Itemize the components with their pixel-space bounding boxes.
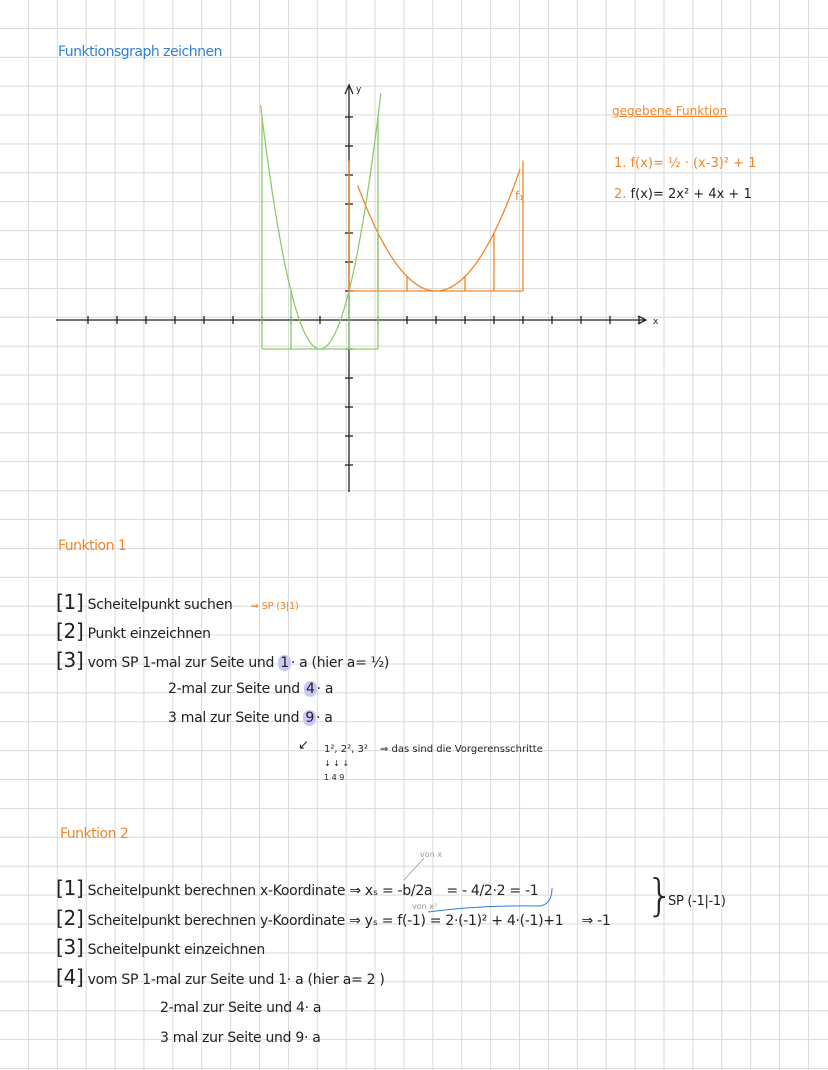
annotation-von-x: von x	[420, 850, 442, 859]
step-text: Scheitelpunkt berechnen x-Koordinate ⇒ xₛ = -b/2a	[87, 883, 433, 899]
step-result: ⇒ SP (3|1)	[250, 601, 299, 612]
step-text: 2-mal zur Seite und	[168, 681, 300, 697]
function-1-step-3: [3] vom SP 1-mal zur Seite und 1 · a (hier a= ½)	[56, 648, 390, 672]
page-title: Funktionsgraph zeichnen	[58, 44, 222, 60]
given-f1-expression: f(x)= ½ · (x-3)² + 1	[630, 156, 757, 171]
function-2-step-4-line-3: 3 mal zur Seite und 9· a	[160, 1030, 321, 1046]
given-f1-number: 1.	[614, 156, 627, 171]
note-arrow-icon: ↙	[298, 738, 309, 753]
x-axis-label: x	[653, 317, 659, 327]
y-axis-label: y	[356, 85, 362, 95]
step-number: 4	[63, 965, 76, 989]
step-text-tail: · a	[316, 681, 334, 697]
step-number: 3	[63, 648, 76, 672]
function-1-step-3-line-2	[168, 681, 333, 697]
step-number: 1	[63, 876, 76, 900]
note-powers: 1², 2², 3²	[324, 744, 368, 755]
highlight-1: 1	[280, 655, 289, 671]
note-down-arrows: ↓ ↓ ↓	[324, 759, 350, 768]
curve-f2	[261, 93, 381, 349]
function-2-step-4-line-2: 2-mal zur Seite und 4· a	[160, 1000, 322, 1016]
function-1-step-1: [1] Scheitelpunkt suchen ⇒ SP (3|1)	[56, 590, 299, 614]
step-text: Scheitelpunkt einzeichnen	[87, 942, 265, 958]
function-1-step-3-line-3	[168, 710, 333, 726]
step-text-tail: · a (hier a= ½)	[290, 655, 390, 671]
note-text: ⇒ das sind die Vorgerensschritte	[380, 744, 543, 755]
function-2-step-3: [3] Scheitelpunkt einzeichnen	[56, 935, 265, 959]
function-2-heading: Funktion 2	[60, 826, 129, 842]
step-result: ⇒ -1	[581, 913, 611, 929]
step-number: 3	[63, 935, 76, 959]
function-2-step-2: [2] Scheitelpunkt berechnen y-Koordinate ⇒ yₛ = f(-1) = 2·(-1)² + 4·(-1)+1 ⇒ -1	[56, 906, 611, 930]
curve-f1	[358, 169, 520, 291]
function-1-heading: Funktion 1	[58, 538, 127, 554]
step-calculation: = - 4/2·2 = -1	[446, 883, 539, 899]
vertex-result: SP (-1|-1)	[668, 894, 726, 909]
step-text: 3 mal zur Seite und	[168, 710, 300, 726]
coordinate-axes	[56, 85, 646, 492]
step-number: 2	[63, 619, 76, 643]
function-graph	[0, 0, 828, 520]
highlight-4: 4	[305, 681, 315, 697]
step-number: 1	[63, 590, 76, 614]
step-text: Scheitelpunkt suchen	[87, 597, 233, 613]
step-text: Punkt einzeichnen	[87, 626, 211, 642]
highlight-9: 9	[305, 710, 314, 726]
function-2-step-4: [4] vom SP 1-mal zur Seite und 1· a (hier a= 2 )	[56, 965, 385, 989]
step-text-tail: · a	[315, 710, 333, 726]
curve-label-f1: f₁	[515, 189, 525, 203]
step-text: Scheitelpunkt berechnen y-Koordinate ⇒ yₛ = f(-1) = 2·(-1)² + 4·(-1)+1	[87, 913, 564, 929]
annotation-von-x-squared: von x²	[412, 902, 438, 911]
given-f2-expression: f(x)= 2x² + 4x + 1	[630, 187, 752, 202]
step-number: 2	[63, 906, 76, 930]
given-f2-number: 2.	[614, 187, 627, 202]
given-function-1	[614, 156, 756, 171]
step-text: vom SP 1-mal zur Seite und 1· a (hier a= 2 )	[87, 972, 385, 988]
curly-brace-icon: }	[646, 870, 674, 921]
given-function-title: gegebene Funktion	[612, 104, 728, 118]
given-function-2	[614, 187, 752, 202]
function-1-step-2: [2] Punkt einzeichnen	[56, 619, 211, 643]
step-text: vom SP 1-mal zur Seite und	[87, 655, 275, 671]
function-2-step-1: [1] Scheitelpunkt berechnen x-Koordinate ⇒ xₛ = -b/2a = - 4/2·2 = -1	[56, 876, 539, 900]
note-values: 1 4 9	[324, 773, 345, 782]
